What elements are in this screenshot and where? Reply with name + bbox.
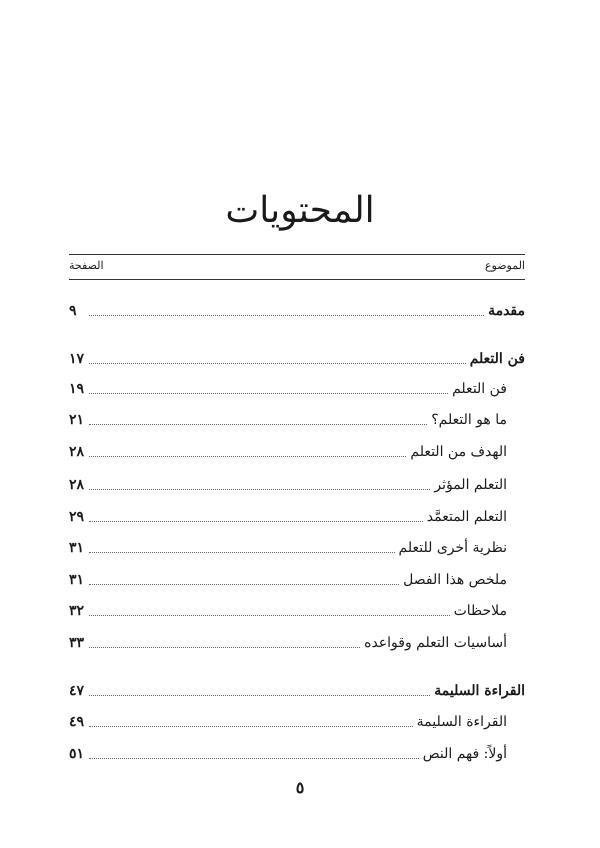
dot-leader	[89, 393, 448, 394]
toc-entry[interactable]	[69, 596, 525, 622]
dot-leader	[89, 552, 395, 553]
dot-leader	[89, 489, 430, 490]
topic-column-header: الموضوع	[484, 259, 525, 272]
toc-entry-chapter[interactable]	[69, 676, 525, 702]
toc-entry-label: القراءة السليمة	[416, 714, 507, 730]
toc-entry-label: ملاحظات	[453, 603, 507, 619]
dot-leader	[89, 758, 419, 759]
toc-entry-label: ما هو التعلم؟	[431, 412, 507, 428]
toc-entry-page: ١٩	[69, 381, 85, 397]
toc-entry-label: التعلم المؤثر	[434, 477, 507, 493]
dot-leader	[89, 695, 430, 696]
toc-entry-page: ٢٨	[69, 477, 85, 493]
toc-entry[interactable]	[69, 533, 525, 559]
toc-entry-page: ٩	[69, 303, 77, 319]
toc-entry-page: ٤٩	[69, 714, 85, 730]
toc-entry[interactable]	[69, 374, 525, 400]
toc-entry[interactable]	[69, 707, 525, 733]
dot-leader	[89, 647, 360, 648]
toc-entry-page: ٢٩	[69, 509, 85, 525]
toc-entry-chapter[interactable]	[69, 344, 525, 370]
page-title: المحتويات	[225, 190, 375, 231]
toc-entry-introduction[interactable]	[69, 296, 525, 322]
toc-entry-page: ٢١	[69, 412, 85, 428]
toc-entry[interactable]	[69, 502, 525, 528]
dot-leader	[89, 726, 413, 727]
toc-entry-label: نظرية أخرى للتعلم	[398, 540, 507, 556]
dot-leader	[89, 584, 399, 585]
toc-entry-label: أساسيات التعلم وقواعده	[364, 635, 507, 651]
toc-entry-page: ٣١	[69, 540, 85, 556]
page-column-header: الصفحة	[69, 259, 104, 272]
toc-entry-label: التعلم المتعمَّد	[426, 509, 507, 525]
dot-leader	[89, 315, 484, 316]
toc-entry-page: ٥١	[69, 746, 85, 762]
dot-leader	[89, 424, 427, 425]
toc-entry-page: ٤٧	[69, 683, 85, 699]
toc-entry-page: ١٧	[69, 351, 85, 367]
dot-leader	[89, 521, 423, 522]
toc-entry[interactable]	[69, 437, 525, 463]
page-number: ٥	[295, 778, 305, 797]
dot-leader	[89, 615, 450, 616]
toc-entry[interactable]	[69, 565, 525, 591]
toc-entry-page: ٢٨	[69, 444, 85, 460]
toc-entry[interactable]	[69, 405, 525, 431]
toc-header	[69, 254, 525, 280]
toc-entry-page: ٣١	[69, 572, 85, 588]
toc-entry-page: ٣٣	[69, 635, 85, 651]
toc-entry[interactable]	[69, 739, 525, 765]
toc-entry-label: أولاً: فهم النص	[422, 746, 507, 762]
toc-entry-label: فن التعلم	[452, 381, 507, 397]
toc-entry-label: الهدف من التعلم	[410, 444, 507, 460]
dot-leader	[89, 363, 466, 364]
toc-entry-label: فن التعلم	[469, 351, 525, 367]
toc-entry-page: ٣٢	[69, 603, 85, 619]
toc-entry-label: القراءة السليمة	[434, 683, 525, 699]
toc-entry[interactable]	[69, 470, 525, 496]
dot-leader	[89, 456, 406, 457]
toc-entry-label: ملخص هذا الفصل	[403, 572, 507, 588]
toc-entry-label: مقدمة	[488, 303, 525, 319]
toc-entry[interactable]	[69, 628, 525, 654]
